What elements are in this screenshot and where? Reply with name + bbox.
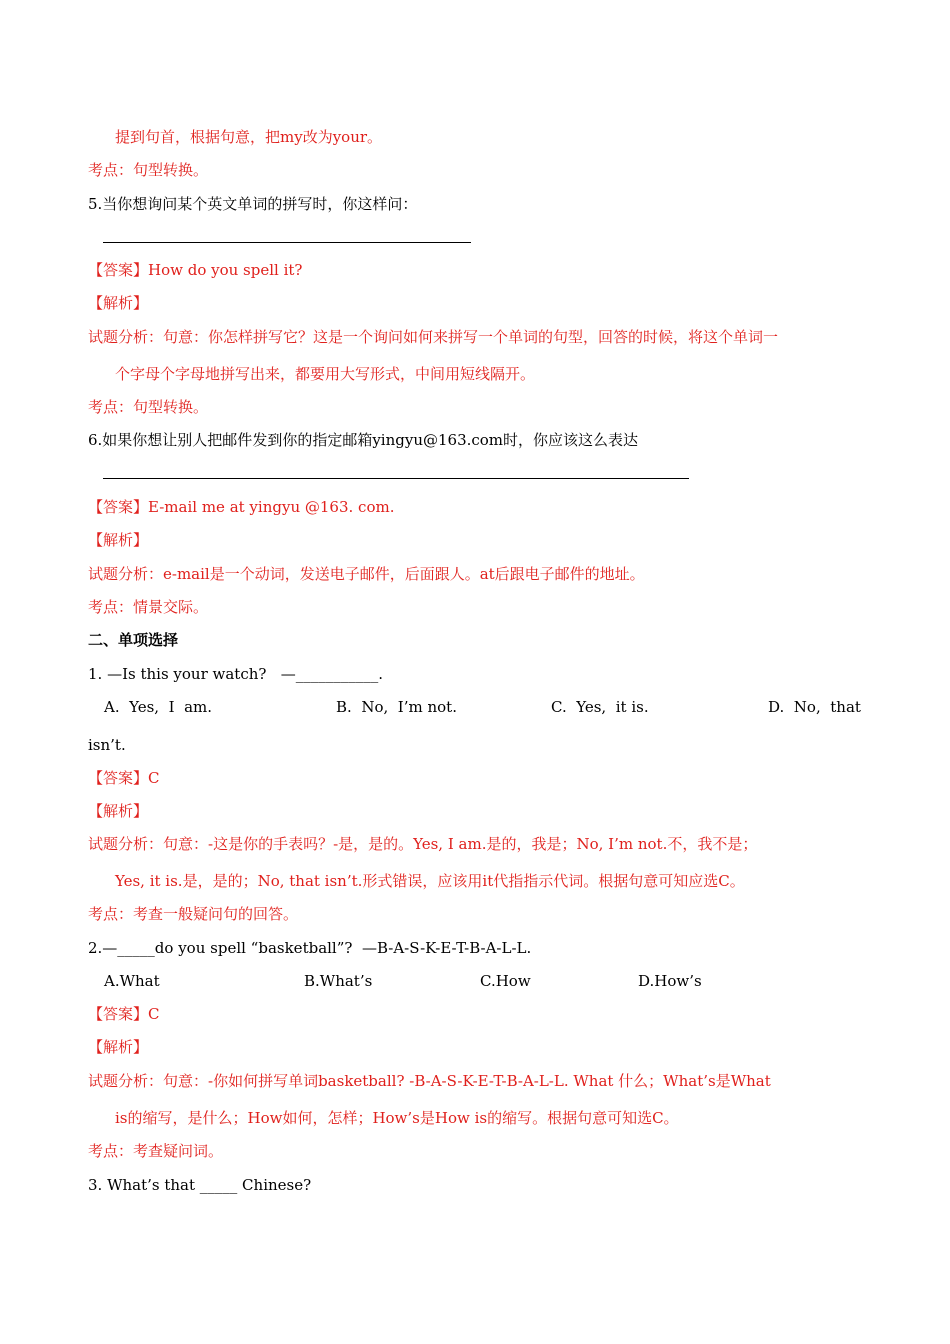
- option-d: D. No, that: [768, 698, 861, 716]
- answer-blank-line: [103, 478, 689, 479]
- question-6: 6.如果你想让别人把邮件发到你的指定邮箱yingyu@163.com时，你应该这么表达: [88, 431, 639, 449]
- option-c: C.How: [480, 972, 531, 990]
- analysis-mc-2-line-2: is的缩写，是什么；How如何，怎样；How’s是How is的缩写。根据句意可知选C。: [115, 1109, 679, 1127]
- option-a: A.What: [104, 972, 160, 990]
- kaodian-label: 考点：句型转换。: [88, 161, 209, 179]
- analysis-5-line-2: 个字母个字母地拼写出来，都要用大写形式，中间用短线隔开。: [115, 365, 536, 383]
- jiexi-label-5: 【解析】: [88, 294, 149, 312]
- option-a: A. Yes, I am.: [104, 698, 213, 716]
- answer-blank-line: [103, 242, 471, 243]
- option-b: B. No, I’m not.: [336, 698, 457, 716]
- kaodian-mc-2: 考点：考查疑问词。: [88, 1142, 224, 1160]
- analysis-mc-1-line-2: Yes, it is.是，是的；No, that isn’t.形式错误，应该用it代指指示代词。根据句意可知应选C。: [115, 872, 745, 890]
- option-d-continuation: isn’t.: [88, 736, 126, 754]
- mc-question-1: 1. —Is this your watch? —___________.: [88, 665, 384, 683]
- analysis-continuation: 提到句首，根据句意，把my改为your。: [115, 128, 383, 146]
- question-5: 5.当你想询问某个英文单词的拼写时，你这样问：: [88, 195, 418, 213]
- section-title: 二、单项选择: [88, 631, 179, 649]
- option-c: C. Yes, it is.: [551, 698, 649, 716]
- analysis-mc-2-line-1: 试题分析：句意：-你如何拼写单词basketball? -B-A-S-K-E-T-B-A-L-L. What 什么；What’s是What: [88, 1072, 771, 1090]
- kaodian-mc-1: 考点：考查一般疑问句的回答。: [88, 905, 299, 923]
- jiexi-label-mc-1: 【解析】: [88, 802, 149, 820]
- option-b: B.What’s: [304, 972, 373, 990]
- option-d: D.How’s: [638, 972, 702, 990]
- kaodian-6: 考点：情景交际。: [88, 598, 209, 616]
- kaodian-5: 考点：句型转换。: [88, 398, 209, 416]
- analysis-mc-1-line-1: 试题分析：句意：-这是你的手表吗？-是，是的。Yes, I am.是的，我是；No, I’m not.不，我不是；: [88, 835, 758, 853]
- analysis-6-line-1: 试题分析：e-mail是一个动词，发送电子邮件，后面跟人。at后跟电子邮件的地址。: [88, 565, 645, 583]
- jiexi-label-mc-2: 【解析】: [88, 1038, 149, 1056]
- answer-5: 【答案】How do you spell it?: [88, 261, 303, 279]
- mc-question-3: 3. What’s that _____ Chinese?: [88, 1176, 312, 1194]
- jiexi-label-6: 【解析】: [88, 531, 149, 549]
- analysis-5-line-1: 试题分析：句意：你怎样拼写它？这是一个询问如何来拼写一个单词的句型，回答的时候，将这个单词一: [88, 328, 779, 346]
- mc-question-2: 2.—_____do you spell “basketball”? —B-A-S-K-E-T-B-A-L-L.: [88, 939, 532, 957]
- answer-6: 【答案】E-mail me at yingyu @163. com.: [88, 498, 395, 516]
- answer-mc-2: 【答案】C: [88, 1005, 160, 1023]
- answer-mc-1: 【答案】C: [88, 769, 160, 787]
